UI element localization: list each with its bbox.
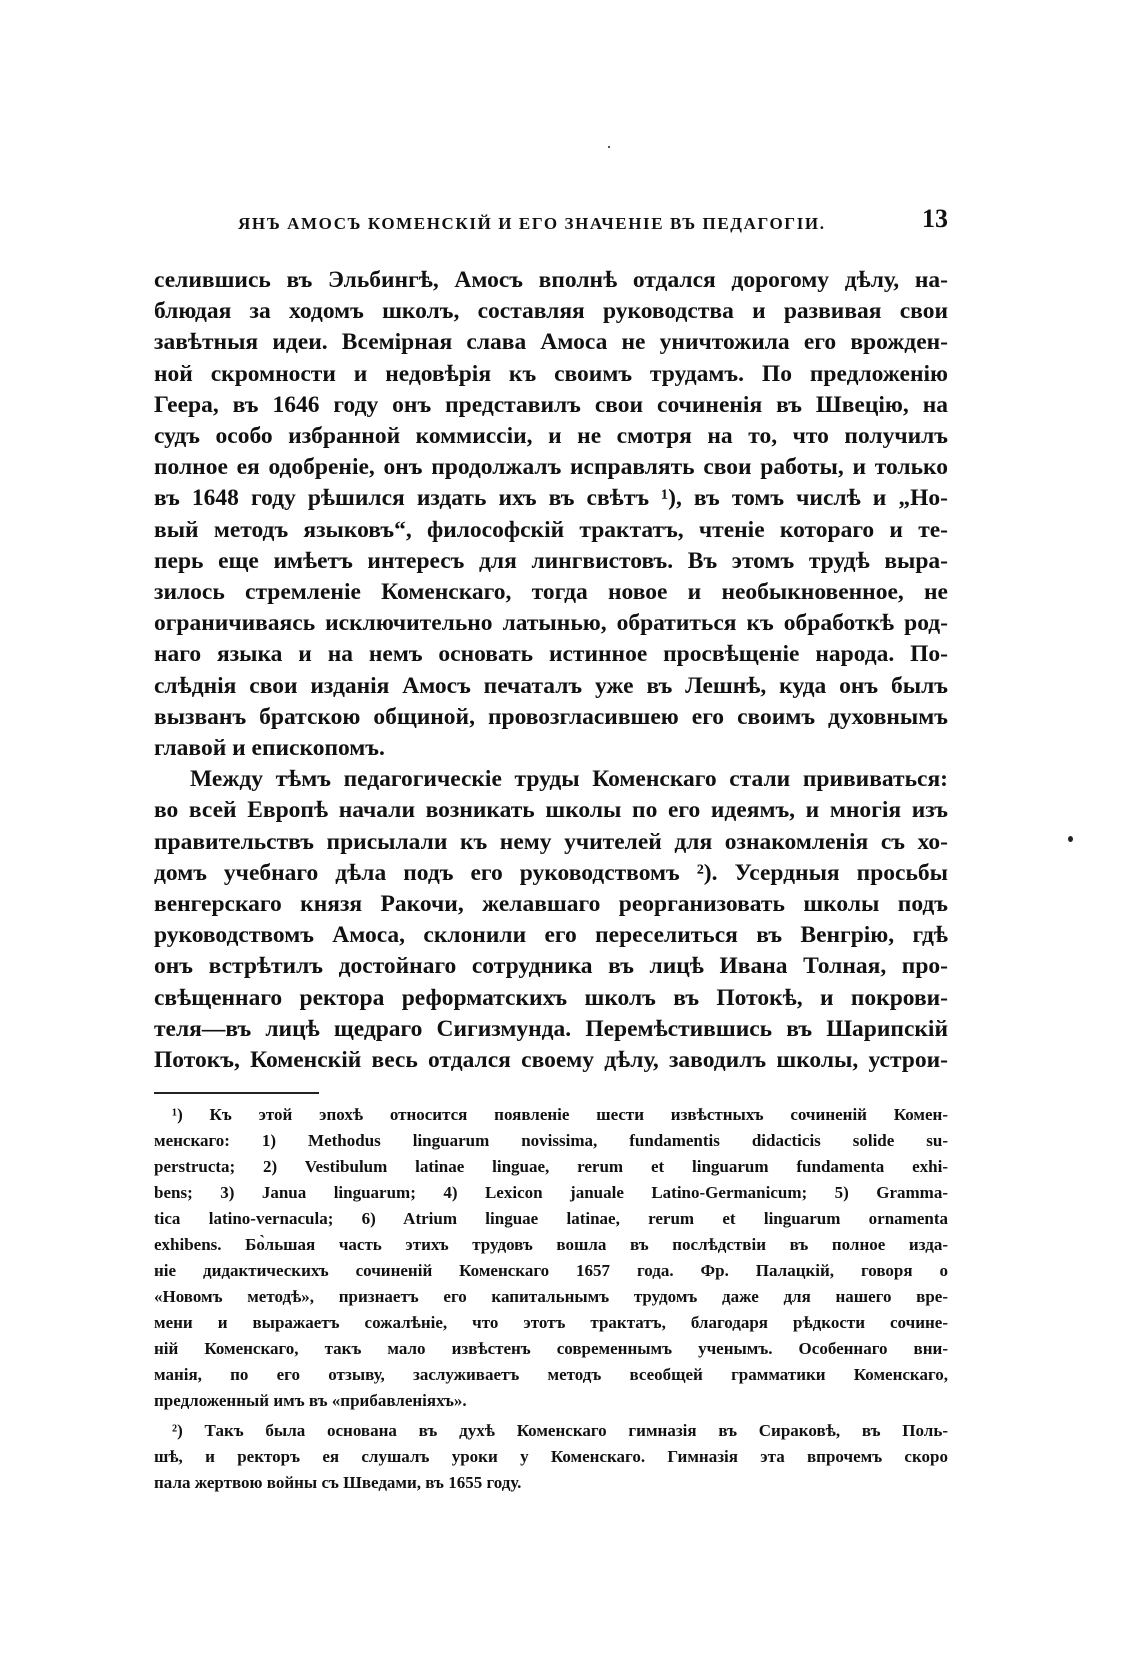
footnote-line: exhibens. Бо̀льшая часть этихъ трудовъ вошла въ послѣдствіи въ полное изда-: [154, 1235, 948, 1254]
text-line: въ 1648 году рѣшился издать ихъ въ свѣтъ ¹), въ томъ числѣ и „Но-: [154, 485, 948, 512]
text-line: правительствъ присылали къ нему учителей для ознакомленія съ хо-: [154, 828, 948, 855]
body-text: [154, 265, 948, 1076]
text-line: теля—въ лицѣ щедраго Сигизмунда. Перемѣстившись въ Шарипскій: [154, 1015, 948, 1042]
text-line: Геера, въ 1646 году онъ представилъ свои сочиненія въ Швецію, на: [154, 391, 948, 418]
text-line: руководствомъ Амоса, склонили его переселиться въ Венгрію, гдѣ: [154, 922, 948, 949]
text-line: главой и епископомъ.: [154, 735, 385, 762]
running-head: [230, 204, 948, 248]
footnote-line: манія, по его отзыву, заслуживаетъ методъ всеобщей грамматики Коменскаго,: [154, 1365, 948, 1384]
text-line: вызванъ братскою общиной, провозгласившею его своимъ духовнымъ: [154, 703, 948, 730]
text-line: венгерскаго князя Ракочи, желавшаго реорганизовать школы подъ: [154, 891, 948, 918]
footnote-line: предложенный имъ въ «прибавленіяхъ».: [154, 1391, 467, 1410]
footnote-line: ній Коменскаго, такъ мало извѣстенъ современнымъ ученымъ. Особеннаго вни-: [154, 1339, 948, 1358]
footnote-line: perstructa; 2) Vestibulum latinae linguae, rerum et linguarum fundamenta exhi-: [154, 1157, 948, 1176]
text-line: вый методъ языковъ“, философскій трактатъ, чтеніе котораго и те-: [154, 516, 948, 543]
text-line: домъ учебнаго дѣла подъ его руководствомъ ²). Усердныя просьбы: [154, 859, 948, 886]
footnote-line: «Новомъ методѣ», признаетъ его капитальнымъ трудомъ даже для нашего вре-: [154, 1287, 948, 1306]
text-line: Между тѣмъ педагогическіе труды Коменскаго стали прививаться:: [190, 766, 948, 793]
text-line: селившись въ Эльбингѣ, Амосъ вполнѣ отдался дорогому дѣлу, на-: [154, 267, 948, 293]
text-line: свѣщеннаго ректора реформатскихъ школъ въ Потокѣ, и покрови-: [154, 984, 948, 1011]
text-line: блюдая за ходомъ школъ, составляя руководства и развивая свои: [154, 298, 948, 325]
text-line: зилось стремленіе Коменскаго, тогда новое и необыкновенное, не: [154, 579, 948, 606]
footnote-1: [154, 1102, 948, 1414]
footnote-line: шѣ, и ректоръ ея слушалъ уроки у Коменскаго. Гимназія эта впрочемъ скоро: [154, 1447, 948, 1466]
text-line: полное ея одобреніе, онъ продолжалъ исправлять свои работы, и только: [154, 454, 948, 481]
text-line: во всей Европѣ начали возникать школы по его идеямъ, и многія изъ: [154, 797, 948, 824]
footnotes: [154, 1102, 948, 1496]
footnote-line: bens; 3) Janua linguarum; 4) Lexicon januale Latino-Germanicum; 5) Gramma-: [154, 1183, 948, 1202]
running-title: ЯНЪ АМОСЪ КОМЕНСКІЙ И ЕГО ЗНАЧЕНІЕ ВЪ ПЕДАГОГІИ.: [238, 214, 826, 233]
footnote-line: менскаго: 1) Methodus linguarum novissima, fundamentis didacticis solide su-: [154, 1131, 948, 1150]
text-line: Потокъ, Коменскій весь отдался своему дѣлу, заводилъ школы, устрои-: [154, 1047, 948, 1074]
footnote-rule: [154, 1092, 319, 1094]
text-line: наго языка и на немъ основать истинное просвѣщеніе народа. По-: [154, 641, 948, 668]
footnote-line: мени и выражаетъ сожалѣніе, что этотъ трактатъ, благодаря рѣдкости сочине-: [154, 1313, 948, 1332]
paragraph-1: [154, 265, 948, 764]
text-line: перь еще имѣетъ интересъ для лингвистовъ. Въ этомъ трудѣ выра-: [154, 547, 948, 574]
scan-speck: [608, 146, 610, 148]
footnote-2: [154, 1418, 948, 1496]
page-number: 13: [922, 204, 948, 233]
footnote-line: tica latino-vernacula; 6) Atrium linguae latinae, rerum et linguarum ornamenta: [154, 1209, 948, 1228]
footnote-line: пала жертвою войны съ Шведами, въ 1655 году.: [154, 1473, 522, 1492]
text-line: слѣднія свои изданія Амосъ печаталъ уже въ Лешнѣ, куда онъ былъ: [154, 672, 948, 699]
text-line: завѣтныя идеи. Всемірная слава Амоса не уничтожила его врожден-: [154, 329, 948, 356]
margin-ink-dot: [1068, 836, 1073, 842]
paragraph-2: [154, 764, 948, 1076]
footnote-line: ніе дидактическихъ сочиненій Коменскаго 1657 года. Фр. Палацкій, говоря о: [154, 1261, 948, 1280]
footnote-line: ²) Такъ была основана въ духѣ Коменскаго гимназія въ Сираковѣ, въ Поль-: [172, 1421, 948, 1440]
text-line: ограничиваясь исключительно латынью, обратиться къ обработкѣ род-: [154, 610, 948, 637]
text-line: онъ встрѣтилъ достойнаго сотрудника въ лицѣ Ивана Толная, про-: [154, 953, 948, 980]
text-line: ной скромности и недовѣрія къ своимъ трудамъ. По предложенію: [154, 360, 948, 387]
footnote-line: ¹) Къ этой эпохѣ относится появленіе шести извѣстныхъ сочиненій Комен-: [172, 1105, 948, 1124]
text-line: судъ особо избранной коммиссіи, и не смотря на то, что получилъ: [154, 423, 948, 450]
